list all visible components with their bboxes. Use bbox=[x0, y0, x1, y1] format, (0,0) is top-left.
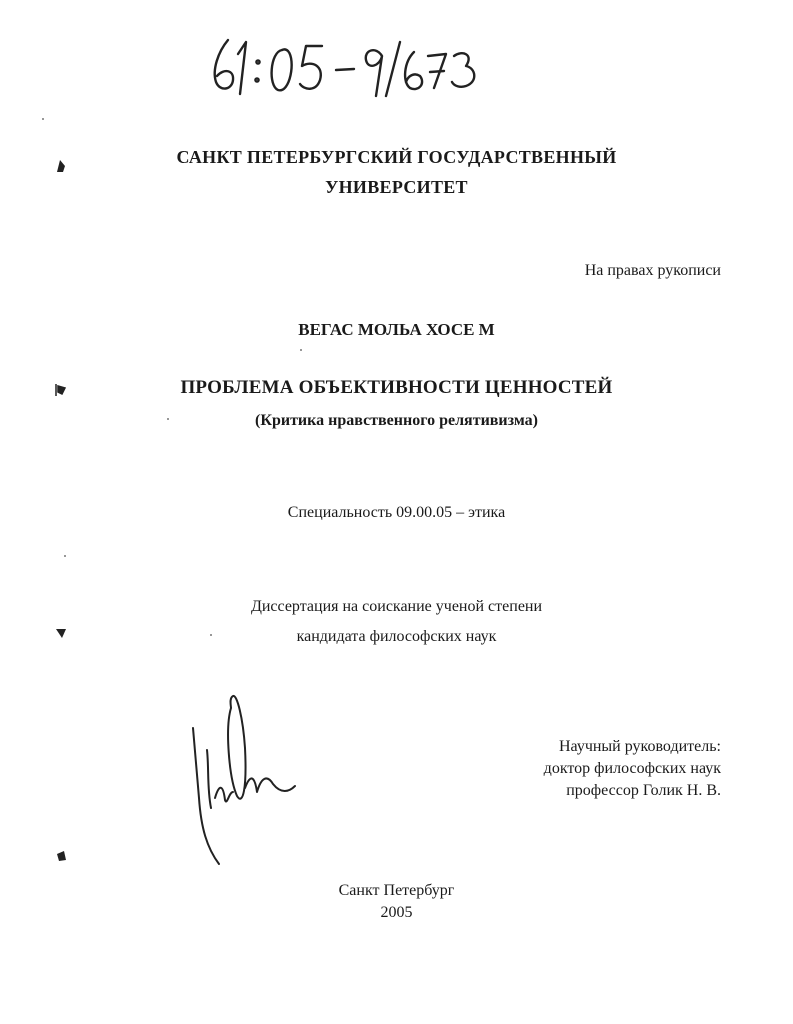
scan-speck bbox=[42, 118, 44, 120]
supervisor-block bbox=[544, 736, 721, 802]
degree-line-1: Диссертация на соискание ученой степени bbox=[250, 598, 543, 615]
imprint-block bbox=[0, 880, 793, 924]
year: 2005 bbox=[380, 904, 413, 921]
degree-block bbox=[0, 592, 793, 652]
author-name: ВЕГАС МОЛЬА ХОСЕ М bbox=[298, 320, 495, 339]
rights-note: На правах рукописи bbox=[584, 262, 721, 279]
degree-line-2: кандидата философских наук bbox=[296, 628, 497, 645]
handwritten-signature bbox=[185, 688, 305, 868]
city: Санкт Петербург bbox=[338, 882, 455, 899]
handwritten-archive-code bbox=[200, 30, 500, 100]
scan-speck bbox=[300, 349, 302, 351]
supervisor-line-2: доктор философских наук bbox=[543, 760, 721, 777]
scan-speck bbox=[64, 555, 66, 557]
university-line-1: САНКТ ПЕТЕРБУРГСКИЙ ГОСУДАРСТВЕННЫЙ bbox=[176, 147, 617, 167]
dissertation-title: ПРОБЛЕМА ОБЪЕКТИВНОСТИ ЦЕННОСТЕЙ bbox=[180, 377, 613, 398]
university-heading bbox=[0, 142, 793, 202]
specialty-line: Специальность 09.00.05 – этика bbox=[287, 504, 506, 521]
university-line-2: УНИВЕРСИТЕТ bbox=[325, 177, 468, 197]
punch-hole-mark bbox=[54, 848, 68, 864]
supervisor-line-1: Научный руководитель: bbox=[558, 738, 721, 755]
supervisor-line-3: профессор Голик Н. В. bbox=[566, 782, 721, 799]
dissertation-subtitle: (Критика нравственного релятивизма) bbox=[255, 412, 538, 429]
